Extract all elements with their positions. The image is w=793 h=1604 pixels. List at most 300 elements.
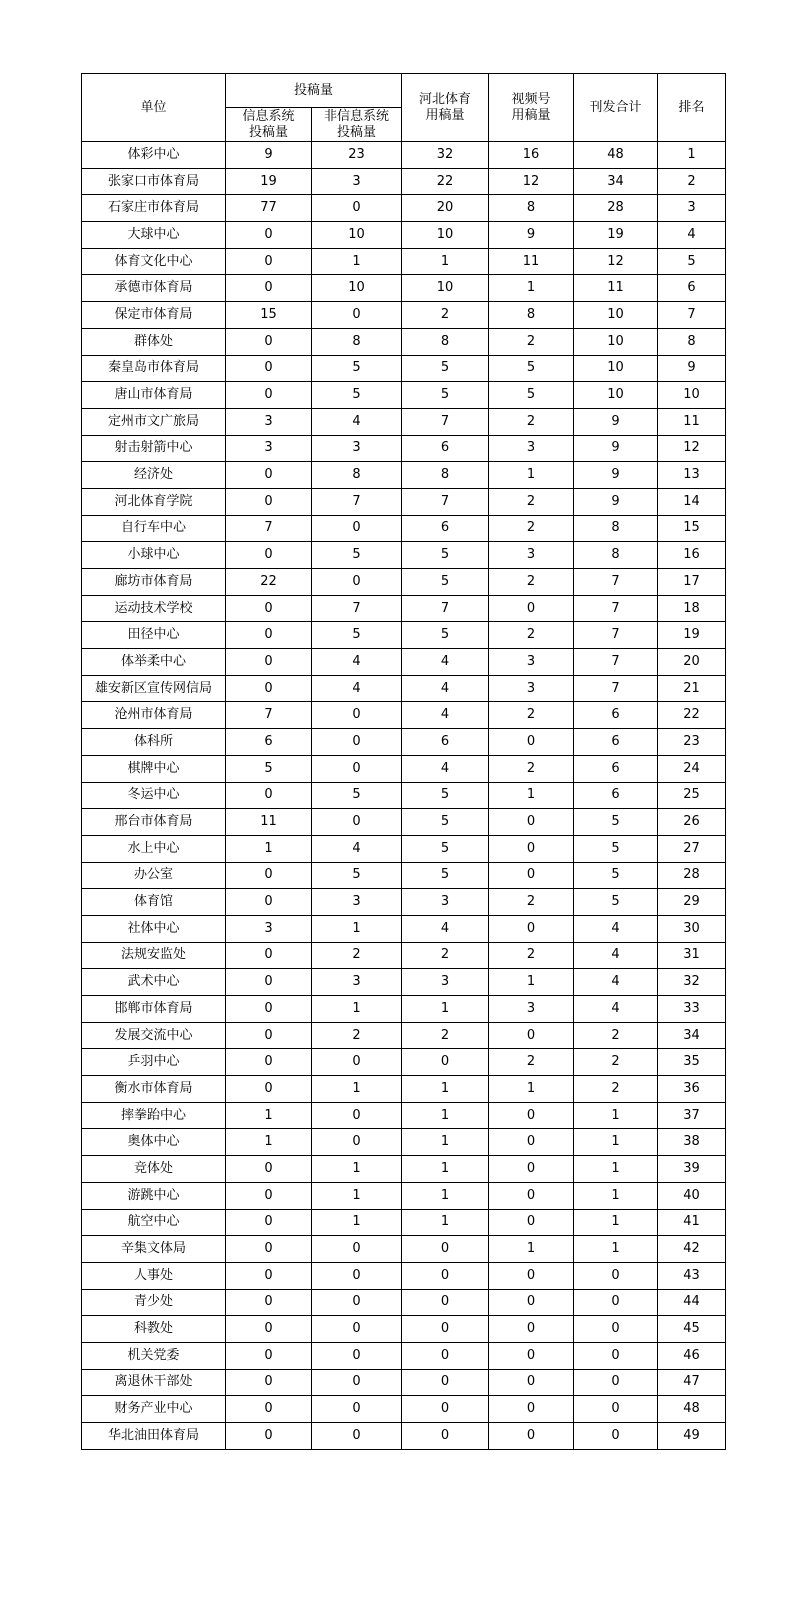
rank-cell: 41 — [658, 1209, 726, 1236]
rank-cell: 34 — [658, 1022, 726, 1049]
non-info-system-cell: 4 — [312, 835, 402, 862]
info-system-cell: 0 — [226, 996, 312, 1023]
hebei-sports-cell: 0 — [402, 1316, 489, 1343]
info-system-cell: 15 — [226, 302, 312, 329]
table-row — [82, 515, 726, 542]
unit-cell: 青少处 — [82, 1289, 226, 1316]
non-info-system-cell: 0 — [312, 755, 402, 782]
hebei-sports-cell: 2 — [402, 302, 489, 329]
non-info-system-cell: 1 — [312, 1076, 402, 1103]
table-row — [82, 408, 726, 435]
table-row — [82, 755, 726, 782]
rank-cell: 22 — [658, 702, 726, 729]
total-published-cell: 7 — [574, 622, 658, 649]
total-published-cell: 1 — [574, 1209, 658, 1236]
table-row — [82, 542, 726, 569]
non-info-system-cell: 10 — [312, 275, 402, 302]
video-account-cell: 3 — [489, 542, 574, 569]
rank-cell: 19 — [658, 622, 726, 649]
unit-cell: 体科所 — [82, 729, 226, 756]
rank-cell: 45 — [658, 1316, 726, 1343]
table-row — [82, 1102, 726, 1129]
unit-cell: 小球中心 — [82, 542, 226, 569]
hebei-sports-cell: 1 — [402, 1156, 489, 1183]
non-info-system-cell: 0 — [312, 1396, 402, 1423]
hebei-sports-cell: 1 — [402, 1209, 489, 1236]
unit-cell: 竞体处 — [82, 1156, 226, 1183]
unit-cell: 邯郸市体育局 — [82, 996, 226, 1023]
unit-cell: 定州市文广旅局 — [82, 408, 226, 435]
hebei-sports-cell: 5 — [402, 569, 489, 596]
non-info-system-cell: 1 — [312, 1209, 402, 1236]
table-row — [82, 1236, 726, 1263]
video-account-cell: 8 — [489, 195, 574, 222]
video-account-cell: 2 — [489, 755, 574, 782]
info-system-cell: 0 — [226, 488, 312, 515]
non-info-system-cell: 0 — [312, 569, 402, 596]
total-published-cell: 6 — [574, 729, 658, 756]
total-published-cell: 10 — [574, 382, 658, 409]
unit-cell: 发展交流中心 — [82, 1022, 226, 1049]
video-account-cell: 5 — [489, 382, 574, 409]
total-published-cell: 10 — [574, 328, 658, 355]
table-row — [82, 569, 726, 596]
table-row — [82, 1342, 726, 1369]
unit-cell: 大球中心 — [82, 222, 226, 249]
info-system-cell: 0 — [226, 1369, 312, 1396]
rank-cell: 2 — [658, 168, 726, 195]
video-account-cell: 0 — [489, 1182, 574, 1209]
table-row — [82, 168, 726, 195]
non-info-system-cell: 1 — [312, 915, 402, 942]
info-system-cell: 0 — [226, 542, 312, 569]
total-published-cell: 19 — [574, 222, 658, 249]
info-system-cell: 0 — [226, 1209, 312, 1236]
table-row — [82, 1289, 726, 1316]
hebei-sports-cell: 3 — [402, 889, 489, 916]
hebei-sports-cell: 4 — [402, 915, 489, 942]
table-row — [82, 595, 726, 622]
table-row — [82, 488, 726, 515]
total-published-cell: 11 — [574, 275, 658, 302]
header-video-account: 视频号 用稿量 — [489, 74, 574, 142]
total-published-cell: 7 — [574, 675, 658, 702]
info-system-cell: 19 — [226, 168, 312, 195]
total-published-cell: 8 — [574, 515, 658, 542]
hebei-sports-cell: 5 — [402, 542, 489, 569]
video-account-cell: 0 — [489, 1316, 574, 1343]
rank-cell: 24 — [658, 755, 726, 782]
rank-cell: 27 — [658, 835, 726, 862]
hebei-sports-cell: 2 — [402, 942, 489, 969]
unit-cell: 冬运中心 — [82, 782, 226, 809]
info-system-cell: 3 — [226, 435, 312, 462]
table-row — [82, 809, 726, 836]
info-system-cell: 0 — [226, 595, 312, 622]
hebei-sports-cell: 4 — [402, 649, 489, 676]
total-published-cell: 9 — [574, 408, 658, 435]
non-info-system-cell: 0 — [312, 302, 402, 329]
hebei-sports-cell: 0 — [402, 1396, 489, 1423]
hebei-sports-cell: 6 — [402, 435, 489, 462]
video-account-cell: 0 — [489, 1342, 574, 1369]
non-info-system-cell: 0 — [312, 1289, 402, 1316]
info-system-cell: 0 — [226, 649, 312, 676]
unit-cell: 经济处 — [82, 462, 226, 489]
total-published-cell: 4 — [574, 996, 658, 1023]
table-row — [82, 1076, 726, 1103]
rank-cell: 43 — [658, 1262, 726, 1289]
video-account-cell: 8 — [489, 302, 574, 329]
unit-cell: 游跳中心 — [82, 1182, 226, 1209]
table-row — [82, 622, 726, 649]
unit-cell: 河北体育学院 — [82, 488, 226, 515]
video-account-cell: 0 — [489, 1262, 574, 1289]
non-info-system-cell: 3 — [312, 435, 402, 462]
non-info-system-cell: 5 — [312, 862, 402, 889]
rank-cell: 6 — [658, 275, 726, 302]
total-published-cell: 9 — [574, 435, 658, 462]
table-row — [82, 1262, 726, 1289]
non-info-system-cell: 4 — [312, 649, 402, 676]
total-published-cell: 5 — [574, 889, 658, 916]
unit-cell: 唐山市体育局 — [82, 382, 226, 409]
unit-cell: 射击射箭中心 — [82, 435, 226, 462]
table-row — [82, 1129, 726, 1156]
total-published-cell: 1 — [574, 1129, 658, 1156]
rank-cell: 12 — [658, 435, 726, 462]
info-system-cell: 1 — [226, 1129, 312, 1156]
unit-cell: 武术中心 — [82, 969, 226, 996]
video-account-cell: 0 — [489, 1022, 574, 1049]
unit-cell: 财务产业中心 — [82, 1396, 226, 1423]
non-info-system-cell: 0 — [312, 1129, 402, 1156]
non-info-system-cell: 1 — [312, 1182, 402, 1209]
info-system-cell: 0 — [226, 1076, 312, 1103]
non-info-system-cell: 1 — [312, 1156, 402, 1183]
total-published-cell: 48 — [574, 142, 658, 169]
unit-cell: 承德市体育局 — [82, 275, 226, 302]
unit-cell: 离退休干部处 — [82, 1369, 226, 1396]
unit-cell: 廊坊市体育局 — [82, 569, 226, 596]
unit-cell: 群体处 — [82, 328, 226, 355]
hebei-sports-cell: 4 — [402, 755, 489, 782]
table-row — [82, 1182, 726, 1209]
unit-cell: 机关党委 — [82, 1342, 226, 1369]
total-published-cell: 10 — [574, 302, 658, 329]
hebei-sports-cell: 32 — [402, 142, 489, 169]
hebei-sports-cell: 5 — [402, 809, 489, 836]
total-published-cell: 9 — [574, 488, 658, 515]
total-published-cell: 4 — [574, 915, 658, 942]
hebei-sports-cell: 1 — [402, 996, 489, 1023]
total-published-cell: 4 — [574, 969, 658, 996]
unit-cell: 体举柔中心 — [82, 649, 226, 676]
header-info-system: 信息系统 投稿量 — [226, 108, 312, 142]
info-system-cell: 0 — [226, 275, 312, 302]
non-info-system-cell: 0 — [312, 1423, 402, 1450]
total-published-cell: 1 — [574, 1102, 658, 1129]
video-account-cell: 2 — [489, 1049, 574, 1076]
info-system-cell: 1 — [226, 835, 312, 862]
info-system-cell: 3 — [226, 915, 312, 942]
non-info-system-cell: 0 — [312, 1342, 402, 1369]
rank-cell: 37 — [658, 1102, 726, 1129]
non-info-system-cell: 3 — [312, 889, 402, 916]
rank-cell: 15 — [658, 515, 726, 542]
table-row — [82, 195, 726, 222]
non-info-system-cell: 5 — [312, 542, 402, 569]
hebei-sports-cell: 5 — [402, 355, 489, 382]
table-row — [82, 862, 726, 889]
total-published-cell: 6 — [574, 755, 658, 782]
header-non-info-system: 非信息系统 投稿量 — [312, 108, 402, 142]
video-account-cell: 2 — [489, 488, 574, 515]
video-account-cell: 2 — [489, 889, 574, 916]
table-row — [82, 1316, 726, 1343]
video-account-cell: 3 — [489, 435, 574, 462]
video-account-cell: 9 — [489, 222, 574, 249]
rank-cell: 49 — [658, 1423, 726, 1450]
table-row — [82, 1209, 726, 1236]
total-published-cell: 6 — [574, 782, 658, 809]
header-hebei-sports: 河北体育 用稿量 — [402, 74, 489, 142]
video-account-cell: 1 — [489, 462, 574, 489]
info-system-cell: 0 — [226, 355, 312, 382]
info-system-cell: 9 — [226, 142, 312, 169]
hebei-sports-cell: 5 — [402, 782, 489, 809]
non-info-system-cell: 0 — [312, 1236, 402, 1263]
table-row — [82, 729, 726, 756]
info-system-cell: 0 — [226, 1156, 312, 1183]
info-system-cell: 7 — [226, 515, 312, 542]
hebei-sports-cell: 4 — [402, 702, 489, 729]
hebei-sports-cell: 0 — [402, 1423, 489, 1450]
hebei-sports-cell: 7 — [402, 408, 489, 435]
hebei-sports-cell: 3 — [402, 969, 489, 996]
table-row — [82, 969, 726, 996]
video-account-cell: 5 — [489, 355, 574, 382]
rank-cell: 40 — [658, 1182, 726, 1209]
info-system-cell: 22 — [226, 569, 312, 596]
table-row — [82, 302, 726, 329]
hebei-sports-cell: 0 — [402, 1049, 489, 1076]
unit-cell: 体彩中心 — [82, 142, 226, 169]
rank-cell: 14 — [658, 488, 726, 515]
table-row — [82, 649, 726, 676]
non-info-system-cell: 0 — [312, 702, 402, 729]
video-account-cell: 3 — [489, 675, 574, 702]
non-info-system-cell: 0 — [312, 515, 402, 542]
rank-cell: 17 — [658, 569, 726, 596]
info-system-cell: 0 — [226, 1289, 312, 1316]
info-system-cell: 0 — [226, 1049, 312, 1076]
total-published-cell: 4 — [574, 942, 658, 969]
table-row — [82, 782, 726, 809]
rank-cell: 31 — [658, 942, 726, 969]
table-row — [82, 355, 726, 382]
table-row — [82, 328, 726, 355]
table-row — [82, 675, 726, 702]
video-account-cell: 0 — [489, 1289, 574, 1316]
rank-cell: 11 — [658, 408, 726, 435]
table-row — [82, 142, 726, 169]
video-account-cell: 0 — [489, 809, 574, 836]
video-account-cell: 0 — [489, 729, 574, 756]
non-info-system-cell: 1 — [312, 996, 402, 1023]
rank-cell: 38 — [658, 1129, 726, 1156]
video-account-cell: 12 — [489, 168, 574, 195]
rank-cell: 21 — [658, 675, 726, 702]
rank-cell: 16 — [658, 542, 726, 569]
video-account-cell: 0 — [489, 1396, 574, 1423]
total-published-cell: 0 — [574, 1423, 658, 1450]
info-system-cell: 0 — [226, 1423, 312, 1450]
total-published-cell: 0 — [574, 1342, 658, 1369]
header-unit: 单位 — [82, 74, 226, 142]
table-row — [82, 1156, 726, 1183]
total-published-cell: 2 — [574, 1076, 658, 1103]
hebei-sports-cell: 5 — [402, 382, 489, 409]
video-account-cell: 0 — [489, 915, 574, 942]
total-published-cell: 0 — [574, 1316, 658, 1343]
non-info-system-cell: 0 — [312, 1262, 402, 1289]
info-system-cell: 5 — [226, 755, 312, 782]
table-row — [82, 702, 726, 729]
total-published-cell: 1 — [574, 1236, 658, 1263]
hebei-sports-cell: 8 — [402, 328, 489, 355]
rank-cell: 36 — [658, 1076, 726, 1103]
video-account-cell: 2 — [489, 408, 574, 435]
hebei-sports-cell: 6 — [402, 729, 489, 756]
total-published-cell: 8 — [574, 542, 658, 569]
info-system-cell: 0 — [226, 889, 312, 916]
non-info-system-cell: 5 — [312, 355, 402, 382]
video-account-cell: 0 — [489, 1102, 574, 1129]
rank-cell: 23 — [658, 729, 726, 756]
hebei-sports-cell: 4 — [402, 675, 489, 702]
table-row — [82, 835, 726, 862]
hebei-sports-cell: 0 — [402, 1289, 489, 1316]
total-published-cell: 6 — [574, 702, 658, 729]
table-row — [82, 1049, 726, 1076]
unit-cell: 水上中心 — [82, 835, 226, 862]
total-published-cell: 12 — [574, 248, 658, 275]
non-info-system-cell: 5 — [312, 382, 402, 409]
unit-cell: 航空中心 — [82, 1209, 226, 1236]
total-published-cell: 28 — [574, 195, 658, 222]
info-system-cell: 11 — [226, 809, 312, 836]
video-account-cell: 0 — [489, 595, 574, 622]
video-account-cell: 0 — [489, 862, 574, 889]
hebei-sports-cell: 5 — [402, 835, 489, 862]
rank-cell: 39 — [658, 1156, 726, 1183]
video-account-cell: 0 — [489, 1209, 574, 1236]
video-account-cell: 2 — [489, 515, 574, 542]
total-published-cell: 2 — [574, 1022, 658, 1049]
table-row — [82, 915, 726, 942]
rank-cell: 1 — [658, 142, 726, 169]
table-row — [82, 462, 726, 489]
non-info-system-cell: 1 — [312, 248, 402, 275]
rank-cell: 3 — [658, 195, 726, 222]
non-info-system-cell: 2 — [312, 1022, 402, 1049]
unit-cell: 社体中心 — [82, 915, 226, 942]
rank-cell: 18 — [658, 595, 726, 622]
video-account-cell: 1 — [489, 782, 574, 809]
table-body — [82, 142, 726, 1450]
total-published-cell: 7 — [574, 649, 658, 676]
table-row — [82, 275, 726, 302]
video-account-cell: 16 — [489, 142, 574, 169]
video-account-cell: 0 — [489, 1129, 574, 1156]
hebei-sports-cell: 20 — [402, 195, 489, 222]
submission-ranking-table — [81, 73, 726, 1450]
total-published-cell: 0 — [574, 1396, 658, 1423]
hebei-sports-cell: 0 — [402, 1262, 489, 1289]
unit-cell: 沧州市体育局 — [82, 702, 226, 729]
unit-cell: 运动技术学校 — [82, 595, 226, 622]
rank-cell: 8 — [658, 328, 726, 355]
non-info-system-cell: 8 — [312, 462, 402, 489]
info-system-cell: 0 — [226, 1396, 312, 1423]
unit-cell: 张家口市体育局 — [82, 168, 226, 195]
hebei-sports-cell: 10 — [402, 275, 489, 302]
non-info-system-cell: 7 — [312, 595, 402, 622]
non-info-system-cell: 4 — [312, 675, 402, 702]
hebei-sports-cell: 0 — [402, 1236, 489, 1263]
unit-cell: 办公室 — [82, 862, 226, 889]
hebei-sports-cell: 0 — [402, 1342, 489, 1369]
header-rank: 排名 — [658, 74, 726, 142]
rank-cell: 10 — [658, 382, 726, 409]
hebei-sports-cell: 1 — [402, 248, 489, 275]
rank-cell: 32 — [658, 969, 726, 996]
non-info-system-cell: 0 — [312, 729, 402, 756]
non-info-system-cell: 10 — [312, 222, 402, 249]
video-account-cell: 0 — [489, 1369, 574, 1396]
info-system-cell: 77 — [226, 195, 312, 222]
table-row — [82, 942, 726, 969]
video-account-cell: 0 — [489, 835, 574, 862]
unit-cell: 秦皇岛市体育局 — [82, 355, 226, 382]
total-published-cell: 7 — [574, 595, 658, 622]
unit-cell: 保定市体育局 — [82, 302, 226, 329]
table-row — [82, 435, 726, 462]
hebei-sports-cell: 5 — [402, 862, 489, 889]
video-account-cell: 2 — [489, 328, 574, 355]
rank-cell: 35 — [658, 1049, 726, 1076]
total-published-cell: 9 — [574, 462, 658, 489]
unit-cell: 奥体中心 — [82, 1129, 226, 1156]
rank-cell: 42 — [658, 1236, 726, 1263]
info-system-cell: 0 — [226, 969, 312, 996]
table-row — [82, 1022, 726, 1049]
non-info-system-cell: 23 — [312, 142, 402, 169]
info-system-cell: 0 — [226, 328, 312, 355]
table-row — [82, 1396, 726, 1423]
non-info-system-cell: 0 — [312, 1316, 402, 1343]
video-account-cell: 1 — [489, 1236, 574, 1263]
hebei-sports-cell: 2 — [402, 1022, 489, 1049]
info-system-cell: 0 — [226, 862, 312, 889]
hebei-sports-cell: 0 — [402, 1369, 489, 1396]
hebei-sports-cell: 7 — [402, 488, 489, 515]
unit-cell: 科教处 — [82, 1316, 226, 1343]
info-system-cell: 7 — [226, 702, 312, 729]
unit-cell: 体育馆 — [82, 889, 226, 916]
total-published-cell: 0 — [574, 1262, 658, 1289]
